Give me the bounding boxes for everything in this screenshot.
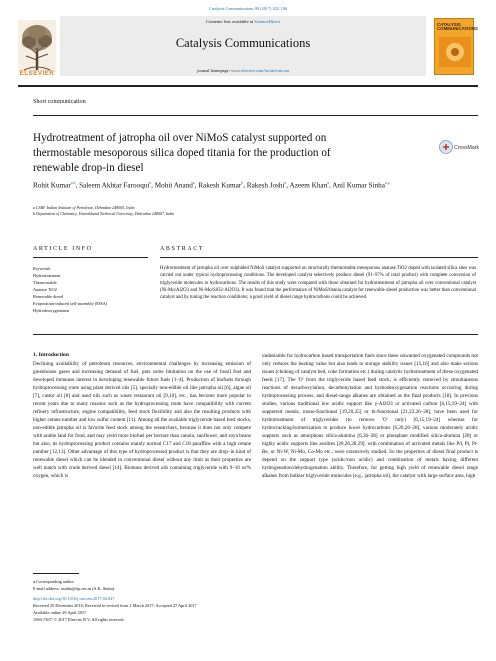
crossmark-icon[interactable] bbox=[439, 137, 480, 157]
crossmark-label: CrossMark bbox=[454, 145, 480, 151]
author-affiliation-marker: a bbox=[149, 180, 152, 185]
article-title: Hydrotreatment of jatropha oil over NiMoS catalyst supported on thermostable mesoporous silica doped titania for the production of renewable drop-in diesel bbox=[33, 132, 331, 174]
footnote-rule bbox=[33, 573, 79, 574]
contents-line bbox=[60, 19, 426, 24]
affiliation-b: b Department of Chemistry, Uttarakhand Technical University, Dehradun 248007, India bbox=[33, 211, 175, 217]
cover-graphic-icon bbox=[439, 37, 471, 67]
keyword-item: Hydrodeoxygenation bbox=[33, 308, 70, 314]
author-affiliation-marker: a bbox=[327, 180, 329, 185]
author-affiliation-marker: b bbox=[241, 180, 244, 185]
keywords-block bbox=[33, 265, 143, 315]
homepage-link[interactable]: www.elsevier.com/locate/catcom bbox=[230, 68, 289, 73]
homepage-line bbox=[60, 68, 426, 73]
affiliations bbox=[33, 205, 174, 218]
email-note[interactable]: E-mail address: asinha@iip.res.in (A.K. Sinha). bbox=[33, 586, 116, 592]
author-name[interactable]: Rakesh Kumar bbox=[198, 181, 242, 190]
homepage-prefix: journal homepage: bbox=[197, 68, 231, 73]
author-affiliation-marker: a,b bbox=[70, 180, 76, 185]
intro-left-column: Declining availability of petroleum resources, environmental challenges by increasing emission of greenhouse gases and increasing demand of fuel, puts some limitation on the use of fossil fuel and developed immense interest in developing renewable future fuels [1–4]. Production of biofuels through hydroprocessing route using plant derived oils [5], specially non-edible oil like jatropha oil [6], algae oil [7], castor oil [8] and used oils such as waste restaurant oil [9,10], etc., has become more popular in recent years due to many reasons such as the hydroprocessing route have compatibility with current refinery infrastructure, engine compatibility, feed stock flexibility and also the resulting products with higher cetane number and low sulfur content [11]. Among all the available triglyceride based feed stocks, non-edible jatropha oil is favorite feed stock among the researchers, because it does not only compete with arable land for food, and may yield more biofuel per hectare than canola, sunflower, and soya beans but also, its hydroprocessing product contains mainly normal C17 and C18 paraffins with a high cetane number [12,13]. Other advantage of this type of hydroprocessed product is that they are drop–in kind of renewable diesel which can be blended to conventional diesel without any limit as their properties are well match with crude derived diesel [14]. Biomass derived oils containing triglyceride with 9–10 wt% oxygen, which is bbox=[33, 361, 251, 480]
journal-citation[interactable]: Catalysis Communications 98 (2017) 102–106 bbox=[208, 6, 288, 11]
intro-right-column: undesirable for hydrocarbon based transportation fuels since these unwanted oxygenated compounds not only reduces the heating value but also leads to storage stability issues [15,16] and also make serious issues (choking of catalyst bed, coke formation etc.) during catalytic hydrotreatment of these oxygenated feeds [17]. The 'O' from the triglyceride based feed stock, is efficiently removed by simultaneous reactions of decarboxylation, decarbonylation and hydrodeoxygenation reactions occurring during hydroprocessing process, and diesel-range alkanes are obtained as the final products [18]. In previous studies, various traditional low acidic support like γ-Al2O3 or activated carbon [6,15,19–24] with supported metals, mono-functional [19,20,25] or bi-functional [21,22,26–28], have been used for hydrotreatment of triglycerides (to remove 'O' only) [6,15,19–24] whereas for hydrocracking/isomerization to produce lower hydrocarbons [6,20,26–28], various moderately acidic supports such as amorphous silica-alumina [6,26–28] or phosphate modified silica-alumina [28] or highly acidic supports like zeolites [20,26,28,29], with combination of activated metals like Pd, Pt, Pt-Re, or Ni-W, Ni-Mo, Co-Mo etc., were extensively studied. So the properties of diesel final product is depend on the support type (acidic/non acidic) and combination of metals having different hydrogenation/dehydrogenation ability. Therefore, for getting high yield of renewable diesel range alkanes from bulkier triglyceride molecules (e.g., jatropha oil), the catalyst with large surface area, high bbox=[262, 353, 478, 480]
keyword-item: Renewable diesel bbox=[33, 294, 64, 300]
title-divider bbox=[33, 115, 478, 116]
author-affiliation-marker: a,⁎ bbox=[384, 180, 390, 185]
keyword-item: Evaporation-induced self-assembly (EISA) bbox=[33, 301, 108, 307]
article-info-heading: ARTICLE INFO bbox=[33, 246, 93, 252]
author-affiliation-marker: a bbox=[284, 180, 287, 185]
available-online: Available online 29 April 2017 bbox=[33, 610, 87, 616]
author-name[interactable]: Mohit Anand bbox=[154, 181, 193, 190]
sciencedirect-link[interactable]: ScienceDirect bbox=[254, 19, 280, 24]
header-divider bbox=[18, 85, 478, 87]
article-type: Short communication bbox=[33, 99, 86, 105]
abstract-rule bbox=[160, 257, 478, 258]
keyword-item: Hydrotreatment bbox=[33, 273, 61, 279]
author-name[interactable]: Rohit Kumar bbox=[33, 181, 71, 190]
abstract-heading: ABSTRACT bbox=[160, 246, 205, 252]
contents-prefix: Contents lists available at bbox=[206, 19, 255, 24]
author-list: Rohit Kumar$^{a,b}$, Saleem Akhtar Farooqui$^a$, Mohit Anand$^a$, Rakesh Kumar$^b$, Rakesh Joshi$^a$, Azeem Khan$^a$, Anil Kumar Sinha$^{a,⁎}$ bbox=[33, 180, 390, 190]
journal-title: Catalysis Communications bbox=[175, 36, 311, 50]
received-dates: Received 20 December 2016; Received in revised form 2 March 2017; Accepted 27 April 2017 bbox=[33, 603, 197, 609]
footnote-block bbox=[33, 578, 253, 623]
corresponding-author-note: ⁎ Corresponding author. bbox=[33, 579, 75, 584]
author-name[interactable]: Anil Kumar Sinha bbox=[332, 181, 385, 190]
elsevier-tree-logo bbox=[18, 20, 56, 72]
copyright-line: 1566-7367/ © 2017 Elsevier B.V. All rights reserved. bbox=[33, 617, 125, 623]
article-info-rule bbox=[33, 257, 148, 258]
author-name[interactable]: Rakesh Joshi bbox=[246, 181, 285, 190]
author-name[interactable]: Azeem Khan bbox=[289, 181, 328, 190]
introduction-heading: 1. Introduction bbox=[33, 352, 69, 358]
author-name[interactable]: Saleem Akhtar Farooqui bbox=[79, 181, 150, 190]
journal-cover-image[interactable] bbox=[434, 18, 478, 75]
cover-title: CATALYSIS COMMUNICATIONS bbox=[437, 22, 478, 32]
keyword-item: Thermostable bbox=[33, 280, 57, 286]
keyword-item: Anatase TiO2 bbox=[33, 287, 57, 293]
author-affiliation-marker: a bbox=[192, 180, 195, 185]
affiliation-a: a CSIR- Indian Institute of Petroleum, Dehradun 248005, India bbox=[33, 205, 135, 210]
keywords-label: Keywords: bbox=[33, 266, 52, 271]
elsevier-wordmark: ELSEVIER bbox=[19, 70, 55, 77]
abstract-text: Hydrotreatment of jatropha oil over sulphided NiMoS catalyst supported on structurally thermostable mesoporous anatase TiO2 doped with isolated silica sites was carried out under typical hydroprocessing conditions. The developed catalyst selectively produce diesel (91–97% of total product) with complete conversion of triglyceride molecules to hydrocarbons. The results of this study were compared with those obtained for hydrotreatment of jatropha oil over conventional catalyst (Ni-Mo/Al2O3 and Ni-Mo/SiO2-Al2O3). It was found that the performance of NiMoS/titania catalyst for renewable diesel production was better than conventional catalyst and by tuning the reaction conditions; a good yield of diesel range hydrocarbons could be achieved. bbox=[160, 266, 476, 301]
abstract-bottom-rule bbox=[33, 334, 478, 335]
doi-link[interactable]: http://dx.doi.org/10.1016/j.catcom.2017.04.047 bbox=[33, 596, 115, 602]
